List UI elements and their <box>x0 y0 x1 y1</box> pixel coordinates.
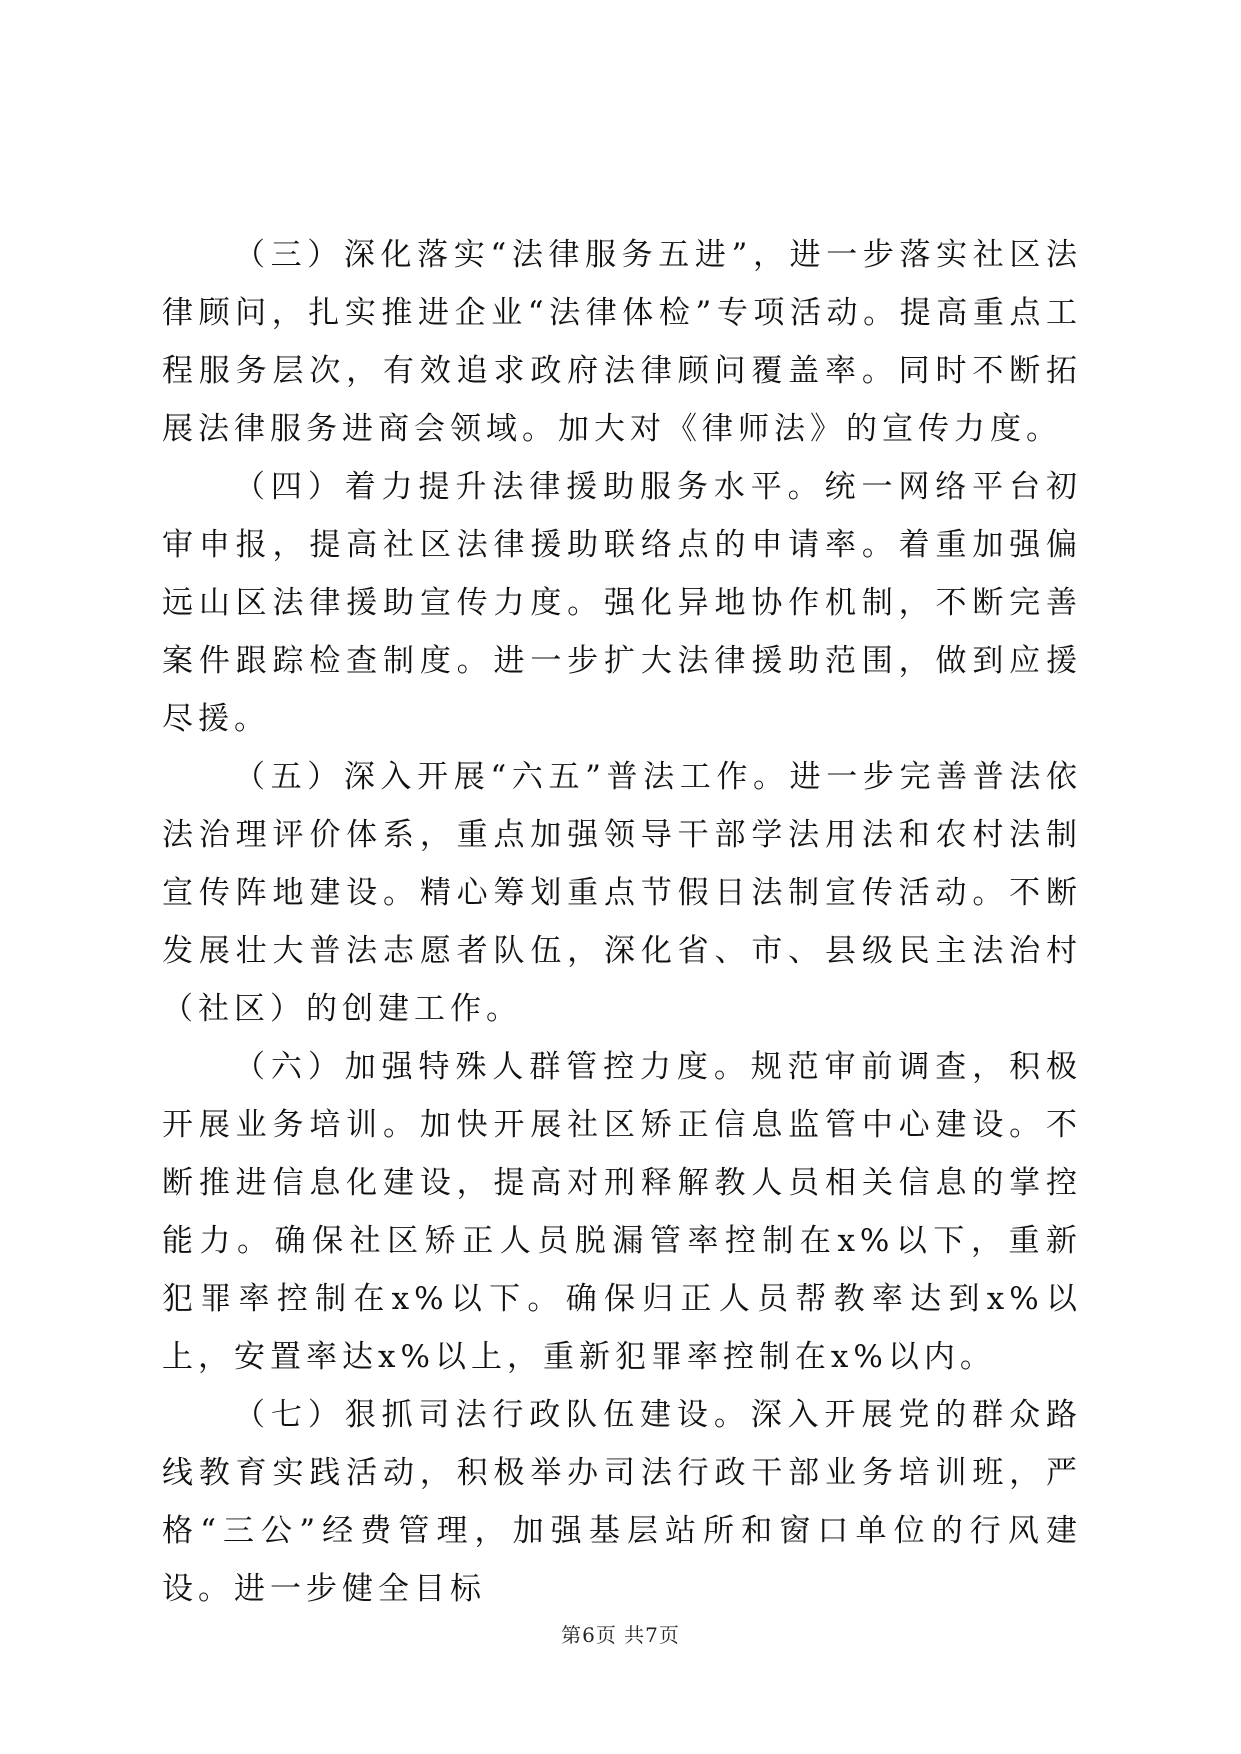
paragraph-section-6: （六）加强特殊人群管控力度。规范审前调查，积极开展业务培训。加快开展社区矫正信息监管中心建设。不断推进信息化建设，提高对刑释解教人员相关信息的掌控能力。确保社区矫正人员脱漏管率控制在x%以下，重新犯罪率控制在x%以下。确保归正人员帮教率达到x%以上，安置率达x%以上，重新犯罪率控制在x%以内。 <box>162 1049 1082 1375</box>
paragraph-section-4: （四）着力提升法律援助服务水平。统一网络平台初审申报，提高社区法律援助联络点的申请率。着重加强偏远山区法律援助宣传力度。强化异地协作机制，不断完善案件跟踪检查制度。进一步扩大法律援助范围，做到应援尽援。 <box>162 469 1082 737</box>
page-number-footer: 第6页 共7页 <box>561 1623 680 1647</box>
paragraph-section-7: （七）狠抓司法行政队伍建设。深入开展党的群众路线教育实践活动，积极举办司法行政干部业务培训班，严格“三公”经费管理，加强基层站所和窗口单位的行风建设。进一步健全目标 <box>162 1397 1082 1607</box>
paragraph-section-5: （五）深入开展“六五”普法工作。进一步完善普法依法治理评价体系，重点加强领导干部学法用法和农村法制宣传阵地建设。精心筹划重点节假日法制宣传活动。不断发展壮大普法志愿者队伍，深化省、市、县级民主法治村（社区）的创建工作。 <box>162 759 1082 1027</box>
paragraph-section-3: （三）深化落实“法律服务五进”，进一步落实社区法律顾问，扎实推进企业“法律体检”专项活动。提高重点工程服务层次，有效追求政府法律顾问覆盖率。同时不断拓展法律服务进商会领域。加大对《律师法》的宣传力度。 <box>162 237 1082 447</box>
document-body <box>162 226 1082 1618</box>
